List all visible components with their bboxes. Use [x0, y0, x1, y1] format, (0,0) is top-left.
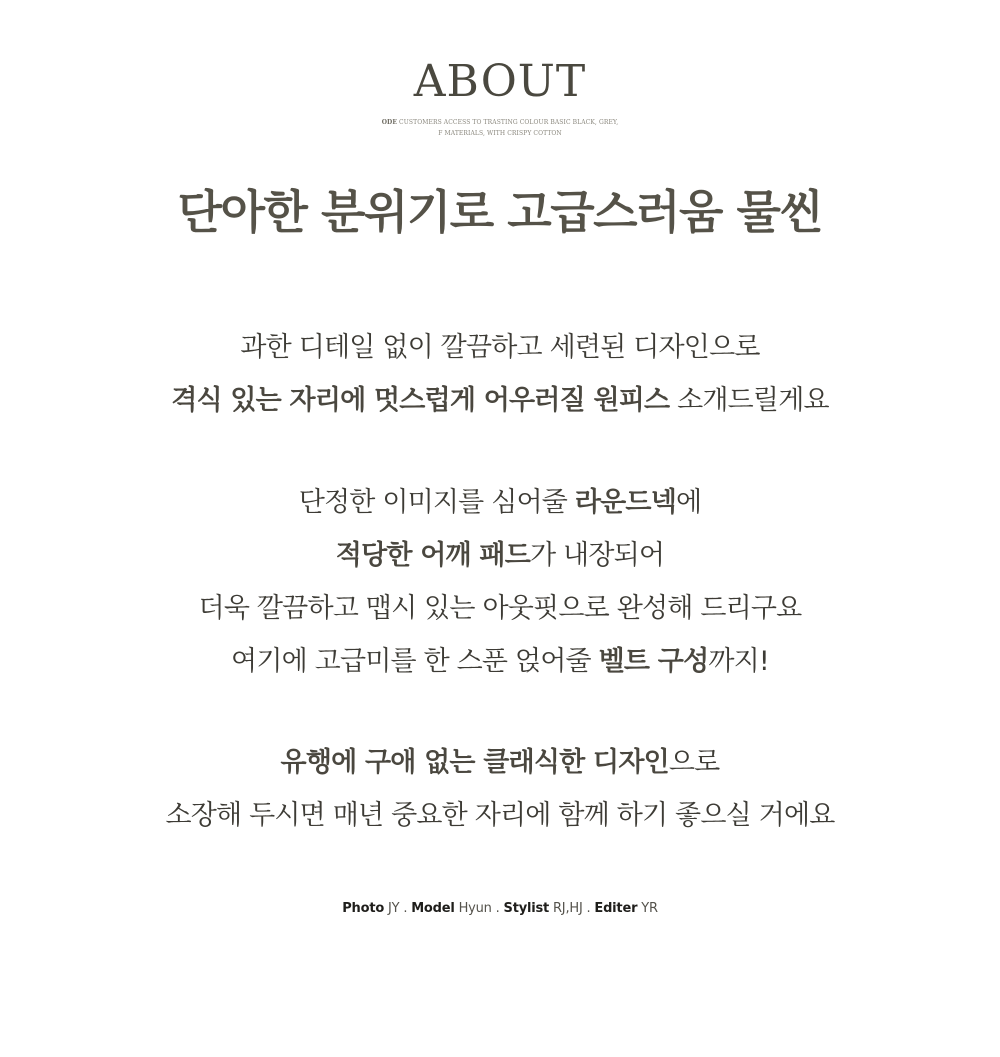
about-subtitle-line-2: F MATERIALS, WITH CRISPY COTTON: [438, 130, 562, 137]
paragraph-2-line-2: [0, 529, 1000, 582]
about-subtitle: [0, 117, 1000, 139]
paragraph-2: [0, 476, 1000, 688]
paragraph-2-line-4-bold: 벨트 구성: [598, 646, 709, 677]
paragraph-2-line-3: 더욱 깔끔하고 맵시 있는 아웃핏으로 완성해 드리구요: [198, 593, 802, 624]
paragraph-1: [0, 321, 1000, 427]
paragraph-2-line-1-b: 에: [676, 487, 702, 518]
paragraph-1-line-1: 과한 디테일 없이 깔끔하고 세련된 디자인으로: [240, 332, 760, 363]
credit-stylist-value: RJ,HJ .: [549, 901, 595, 916]
paragraph-3-line-1-bold: 유행에 구애 없는 클래식한 디자인: [280, 747, 669, 778]
headline: 단아한 분위기로 고급스러움 물씬: [177, 185, 823, 239]
credit-model-label: Model: [411, 901, 455, 916]
paragraph-2-line-1-bold: 라운드넥: [574, 487, 676, 518]
paragraph-2-line-1-a: 단정한 이미지를 심어줄: [298, 487, 575, 518]
paragraph-3-line-2: 소장해 두시면 매년 중요한 자리에 함께 하기 좋으실 거에요: [165, 800, 835, 831]
paragraph-2-line-2-rest: 가 내장되어: [529, 540, 665, 571]
credit-editor-label: Editer: [594, 901, 638, 916]
paragraph-3-line-1-rest: 으로: [668, 747, 720, 778]
paragraph-3: [0, 736, 1000, 842]
paragraph-2-line-4: [0, 635, 1000, 688]
paragraph-1-line-2-bold: 격식 있는 자리에 멋스럽게 어우러질 원피스: [171, 385, 670, 416]
paragraph-2-line-2-bold: 적당한 어깨 패드: [335, 540, 530, 571]
credit-stylist-label: Stylist: [503, 901, 550, 916]
about-subtitle-line-1: [0, 117, 1000, 128]
paragraph-1-line-2-rest: 소개드릴게요: [669, 385, 829, 416]
paragraph-2-line-4-a: 여기에 고급미를 한 스푼 얹어줄: [231, 646, 599, 677]
paragraph-1-line-2: [0, 374, 1000, 427]
paragraph-2-line-4-b: 까지!: [708, 646, 769, 677]
about-subtitle-brand: ODE: [381, 119, 398, 126]
credit-editor-value: YR: [637, 901, 658, 916]
paragraph-2-line-1: [0, 476, 1000, 529]
credit-model-value: Hyun .: [454, 901, 504, 916]
about-subtitle-text-1: CUSTOMERS ACCESS TO TRASTING COLOUR BASIC BLACK, GREY,: [397, 119, 619, 126]
credit-photo-value: JY .: [384, 901, 412, 916]
credits: [0, 900, 1000, 918]
paragraph-3-line-1: [0, 736, 1000, 789]
about-title: ABOUT: [413, 56, 587, 107]
credit-photo-label: Photo: [342, 901, 385, 916]
